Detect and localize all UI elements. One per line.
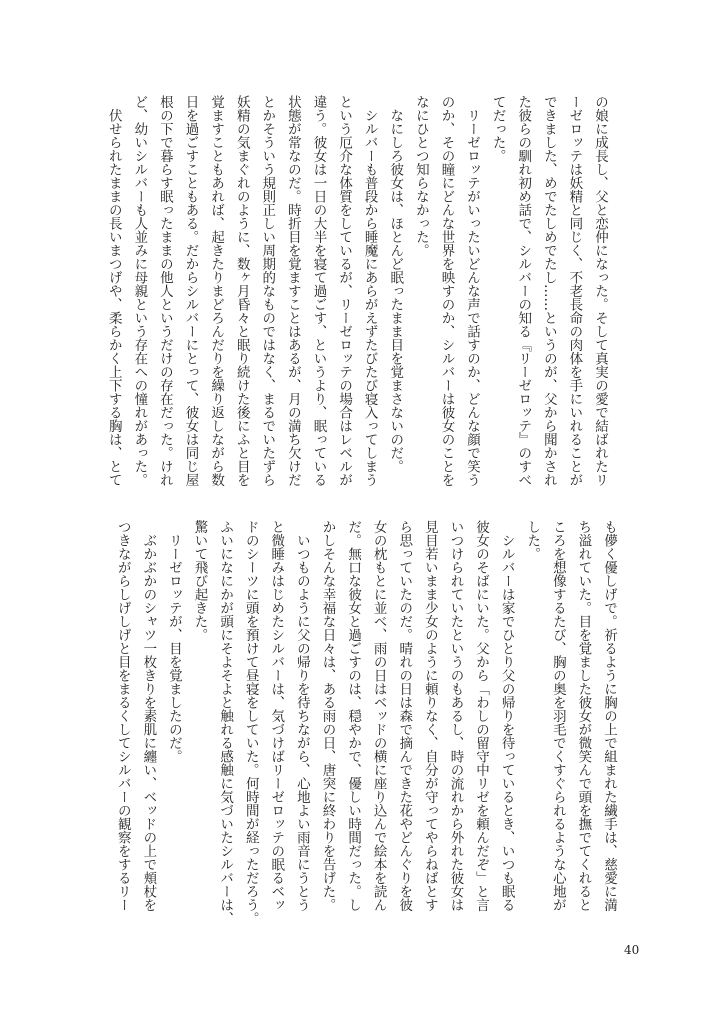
text-column: ドのシーツに頭を預けて昼寝をしていた。何時間が経っただろう。 <box>242 520 259 925</box>
text-column: リーゼロッテがいったいどんな声で話すのか、どんな顔で笑う <box>464 95 481 487</box>
text-column: だ。無口な彼女と過ごすのは、穏やかで、優しい時間だった。し <box>345 520 362 912</box>
text-column: も儚く優しげで。祈るように胸の上で組まれた繊手は、慈愛に満 <box>601 520 617 912</box>
text-column: なにしろ彼女は、ほとんど眠ったまま目を覚まさないのだ。 <box>387 95 404 473</box>
text-column: 伏せられたままの長いまつげや、柔らかく上下する胸は、とて <box>105 95 122 487</box>
text-column: ふいになにかが頭にそよそよと触れる感触に気づいたシルバーは、 <box>217 520 234 925</box>
text-column: 見目若いまま少女のように頼りなく、自分が守ってやらねばとす <box>421 520 438 912</box>
text-column: 彼女のそばにいた。父から「わしの留守中リゼを頼んだぞ」と言 <box>473 520 490 912</box>
text-column: という厄介な体質をしているが、リーゼロッテの場合はレベルが <box>336 95 353 487</box>
text-column: いつけられていたというのもあるし、時の流れから外れた彼女は <box>447 520 464 912</box>
text-column: 妖精の気まぐれのように、数ヶ月昏々と眠り続けた後にふと目を <box>233 95 250 487</box>
text-column: てだった。 <box>489 95 506 163</box>
text-block-top <box>100 95 612 505</box>
text-block-bottom <box>109 520 621 935</box>
text-column: した。 <box>524 520 541 561</box>
text-column: の娘に成長し、父と恋仲になった。そして真実の愛で結ばれたリ <box>592 95 608 487</box>
text-column: ら思っていたのだ。晴れの日は森で摘んできた花やどんぐりを彼 <box>396 520 413 912</box>
text-column: 状態が常なのだ。時折目を覚ますことはあるが、月の満ち欠けだ <box>284 95 301 487</box>
text-column: シルバーも普段から睡魔にあらがえずたびたび寝入ってしまう <box>361 95 378 487</box>
text-column: 違う。彼女は一日の大半を寝て過ごす、というより、眠っている <box>310 95 327 487</box>
text-column: なにひとつ知らなかった。 <box>412 95 429 257</box>
text-column: いつものように父の帰りを待ちながら、心地よい雨音にうとう <box>293 520 310 912</box>
text-column: 根の下で暮らす眠ったままの他人というだけの存在だった。けれ <box>156 95 173 487</box>
text-column: ち溢れていた。目を覚ました彼女が微笑んで頭を撫でてくれると <box>575 520 592 912</box>
text-column: のか、その瞳にどんな世界を映すのか、シルバーは彼女のことを <box>438 95 455 487</box>
page-number: 40 <box>624 943 640 957</box>
text-column: できました、めでたしめでたし……というのが、父から聞かされ <box>540 95 557 487</box>
text-column: ど、幼いシルバーも人並みに母親という存在への憧れがあった。 <box>131 95 148 487</box>
text-column: つきながらしげしげと目をまるくしてシルバーの観察をするリー <box>114 520 131 912</box>
text-column: 女の枕もとに並べ、雨の日はベッドの横に座り込んで絵本を読ん <box>370 520 387 912</box>
text-column: ーゼロッテは妖精と同じく、不老長命の肉体を手にいれることが <box>566 95 583 487</box>
text-column: ぶかぶかのシャツ一枚きりを素肌に纏い、ベッドの上で頬杖を <box>140 520 157 912</box>
text-column: 驚いて飛び起きた。 <box>191 520 208 642</box>
text-column: 日を過ごすこともある。だからシルバーにとって、彼女は同じ屋 <box>182 95 199 487</box>
text-column: た彼らの馴れ初め話で、シルバーの知る『リーゼロッテ』のすべ <box>515 95 532 487</box>
text-column: リーゼロッテが、目を覚ましたのだ。 <box>165 520 182 763</box>
text-column: かしそんな幸福な日々は、ある雨の日、唐突に終わりを告げた。 <box>319 520 336 912</box>
text-column: 覚ますこともあれば、起きたりまどろんだりを繰り返しながら数 <box>208 95 225 487</box>
text-column: と微睡みはじめたシルバーは、気づけばリーゼロッテの眠るベッ <box>268 520 285 912</box>
text-column: とかそういう規則正しい周期的なものではなく、まるでいたずら <box>259 95 276 487</box>
text-column: シルバーは家でひとり父の帰りを待っているとき、いつも眠る <box>498 520 515 912</box>
text-column: ころを想像するたび、胸の奥を羽毛でくすぐられるような心地が <box>549 520 566 912</box>
